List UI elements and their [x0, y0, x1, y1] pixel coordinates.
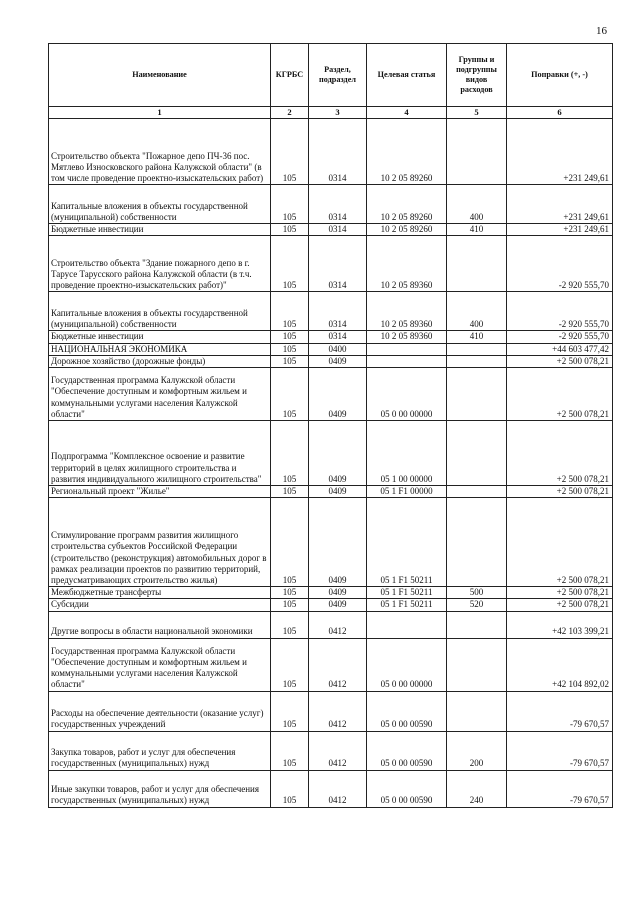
- row-name: Иные закупки товаров, работ и услуг для обеспечения государственных (муниципальных) нужд: [49, 770, 271, 807]
- table-row: [49, 343, 613, 355]
- row-amount: +2 500 078,21: [507, 587, 613, 599]
- row-section: 0314: [309, 185, 367, 224]
- header-section: Раздел, подраздел: [309, 44, 367, 107]
- table-row: [49, 421, 613, 486]
- table-row: [49, 599, 613, 611]
- row-section: 0409: [309, 421, 367, 486]
- row-target: 10 2 05 89260: [367, 224, 447, 236]
- row-amount: -2 920 555,70: [507, 292, 613, 331]
- row-group: [447, 355, 507, 367]
- row-name: Бюджетные инвестиции: [49, 224, 271, 236]
- row-amount: -2 920 555,70: [507, 236, 613, 292]
- row-kgrbs: 105: [271, 343, 309, 355]
- col-index: 4: [367, 107, 447, 119]
- row-amount: +231 249,61: [507, 224, 613, 236]
- row-group: 410: [447, 224, 507, 236]
- row-section: 0412: [309, 731, 367, 770]
- row-group: 400: [447, 185, 507, 224]
- row-kgrbs: 105: [271, 731, 309, 770]
- row-kgrbs: 105: [271, 599, 309, 611]
- row-amount: -79 670,57: [507, 731, 613, 770]
- row-group: 400: [447, 292, 507, 331]
- row-group: [447, 498, 507, 587]
- row-kgrbs: 105: [271, 611, 309, 638]
- table-row: [49, 611, 613, 638]
- row-group: [447, 343, 507, 355]
- table-row: [49, 236, 613, 292]
- row-name: Другие вопросы в области национальной экономики: [49, 611, 271, 638]
- col-index: 1: [49, 107, 271, 119]
- row-kgrbs: 105: [271, 236, 309, 292]
- row-amount: +44 603 477,42: [507, 343, 613, 355]
- row-name: Региональный проект "Жилье": [49, 486, 271, 498]
- row-group: [447, 611, 507, 638]
- table-row: [49, 355, 613, 367]
- row-section: 0412: [309, 691, 367, 731]
- row-target: 05 0 00 00590: [367, 731, 447, 770]
- row-name: Строительство объекта "Пожарное депо ПЧ-36 пос. Мятлево Износковского района Калужской области" (в том числе проведение проектно-изыскательских работ): [49, 119, 271, 185]
- table-row: [49, 224, 613, 236]
- row-group: 520: [447, 599, 507, 611]
- col-index: 5: [447, 107, 507, 119]
- row-group: 240: [447, 770, 507, 807]
- col-index: 3: [309, 107, 367, 119]
- table-row: [49, 691, 613, 731]
- table-row: [49, 331, 613, 343]
- row-section: 0314: [309, 224, 367, 236]
- table-row: [49, 770, 613, 807]
- header-kgrbs: КГРБС: [271, 44, 309, 107]
- row-section: 0412: [309, 611, 367, 638]
- table-row: [49, 731, 613, 770]
- row-name: Государственная программа Калужской области "Обеспечение доступным и комфортным жильем и коммунальными услугами населения Калужской области": [49, 638, 271, 691]
- row-section: 0412: [309, 770, 367, 807]
- row-group: [447, 691, 507, 731]
- row-amount: +2 500 078,21: [507, 368, 613, 421]
- row-group: [447, 368, 507, 421]
- row-kgrbs: 105: [271, 587, 309, 599]
- row-section: 0409: [309, 486, 367, 498]
- header-target: Целевая статья: [367, 44, 447, 107]
- table-row: [49, 292, 613, 331]
- row-name: Межбюджетные трансферты: [49, 587, 271, 599]
- row-name: Подпрограмма "Комплексное освоение и развитие территорий в целях жилищного строительства и развития индивидуального жилищного строительства": [49, 421, 271, 486]
- row-amount: -2 920 555,70: [507, 331, 613, 343]
- row-amount: +2 500 078,21: [507, 486, 613, 498]
- row-amount: +2 500 078,21: [507, 421, 613, 486]
- row-name: Государственная программа Калужской области "Обеспечение доступным и комфортным жильем и коммунальными услугами населения Калужской области": [49, 368, 271, 421]
- row-section: 0314: [309, 236, 367, 292]
- row-target: 05 0 00 00000: [367, 368, 447, 421]
- row-name: Капитальные вложения в объекты государственной (муниципальной) собственности: [49, 185, 271, 224]
- page-number: 16: [596, 25, 607, 37]
- row-kgrbs: 105: [271, 498, 309, 587]
- row-section: 0314: [309, 119, 367, 185]
- row-section: 0412: [309, 638, 367, 691]
- row-target: 05 0 00 00000: [367, 638, 447, 691]
- row-group: [447, 486, 507, 498]
- budget-table: [48, 43, 613, 808]
- row-target: 05 1 F1 00000: [367, 486, 447, 498]
- row-kgrbs: 105: [271, 331, 309, 343]
- row-group: [447, 421, 507, 486]
- row-target: 05 0 00 00590: [367, 691, 447, 731]
- row-kgrbs: 105: [271, 486, 309, 498]
- row-kgrbs: 105: [271, 185, 309, 224]
- row-section: 0314: [309, 292, 367, 331]
- table-row: [49, 587, 613, 599]
- row-name: Капитальные вложения в объекты государственной (муниципальной) собственности: [49, 292, 271, 331]
- row-name: Строительство объекта "Здание пожарного депо в г. Тарусе Тарусского района Калужской области (в т.ч. проведение проектно-изыскательских работ)": [49, 236, 271, 292]
- row-kgrbs: 105: [271, 292, 309, 331]
- row-amount: +2 500 078,21: [507, 599, 613, 611]
- row-target: 10 2 05 89260: [367, 185, 447, 224]
- row-target: 10 2 05 89360: [367, 292, 447, 331]
- row-section: 0409: [309, 368, 367, 421]
- header-amendments: Поправки (+, -): [507, 44, 613, 107]
- row-kgrbs: 105: [271, 638, 309, 691]
- row-target: [367, 343, 447, 355]
- row-kgrbs: 105: [271, 770, 309, 807]
- row-name: Стимулирование программ развития жилищного строительства субъектов Российской Федерации (строительство (реконструкция) автомобильных дорог в рамках реализации проектов по развитию территорий, предусматривающих строительство жилья): [49, 498, 271, 587]
- col-index: 2: [271, 107, 309, 119]
- row-kgrbs: 105: [271, 368, 309, 421]
- row-kgrbs: 105: [271, 355, 309, 367]
- row-amount: +231 249,61: [507, 185, 613, 224]
- header-groups: Группы и подгруппы видов расходов: [447, 44, 507, 107]
- row-section: 0409: [309, 355, 367, 367]
- table-row: [49, 368, 613, 421]
- row-kgrbs: 105: [271, 119, 309, 185]
- row-kgrbs: 105: [271, 691, 309, 731]
- row-amount: +42 104 892,02: [507, 638, 613, 691]
- row-name: Субсидии: [49, 599, 271, 611]
- row-target: 05 1 F1 50211: [367, 498, 447, 587]
- row-target: 05 1 00 00000: [367, 421, 447, 486]
- row-group: 500: [447, 587, 507, 599]
- table-row: [49, 498, 613, 587]
- row-group: 200: [447, 731, 507, 770]
- table-row: [49, 486, 613, 498]
- row-group: [447, 119, 507, 185]
- header-name: Наименование: [49, 44, 271, 107]
- row-target: 10 2 05 89360: [367, 331, 447, 343]
- row-section: 0400: [309, 343, 367, 355]
- row-amount: +2 500 078,21: [507, 498, 613, 587]
- row-name: Дорожное хозяйство (дорожные фонды): [49, 355, 271, 367]
- row-target: 05 1 F1 50211: [367, 587, 447, 599]
- row-amount: +2 500 078,21: [507, 355, 613, 367]
- row-section: 0314: [309, 331, 367, 343]
- row-kgrbs: 105: [271, 421, 309, 486]
- row-section: 0409: [309, 498, 367, 587]
- row-target: 10 2 05 89260: [367, 119, 447, 185]
- row-name: Бюджетные инвестиции: [49, 331, 271, 343]
- row-name: Закупка товаров, работ и услуг для обеспечения государственных (муниципальных) нужд: [49, 731, 271, 770]
- row-name: НАЦИОНАЛЬНАЯ ЭКОНОМИКА: [49, 343, 271, 355]
- row-group: [447, 236, 507, 292]
- row-kgrbs: 105: [271, 224, 309, 236]
- column-index-row: [49, 107, 613, 119]
- row-section: 0409: [309, 587, 367, 599]
- row-group: 410: [447, 331, 507, 343]
- row-target: 10 2 05 89360: [367, 236, 447, 292]
- row-target: 05 1 F1 50211: [367, 599, 447, 611]
- header-row: [49, 44, 613, 107]
- table-row: [49, 185, 613, 224]
- row-group: [447, 638, 507, 691]
- row-target: [367, 611, 447, 638]
- row-target: [367, 355, 447, 367]
- table-row: [49, 119, 613, 185]
- row-section: 0409: [309, 599, 367, 611]
- row-amount: +42 103 399,21: [507, 611, 613, 638]
- row-amount: +231 249,61: [507, 119, 613, 185]
- row-amount: -79 670,57: [507, 770, 613, 807]
- table-row: [49, 638, 613, 691]
- row-amount: -79 670,57: [507, 691, 613, 731]
- row-name: Расходы на обеспечение деятельности (оказание услуг) государственных учреждений: [49, 691, 271, 731]
- row-target: 05 0 00 00590: [367, 770, 447, 807]
- col-index: 6: [507, 107, 613, 119]
